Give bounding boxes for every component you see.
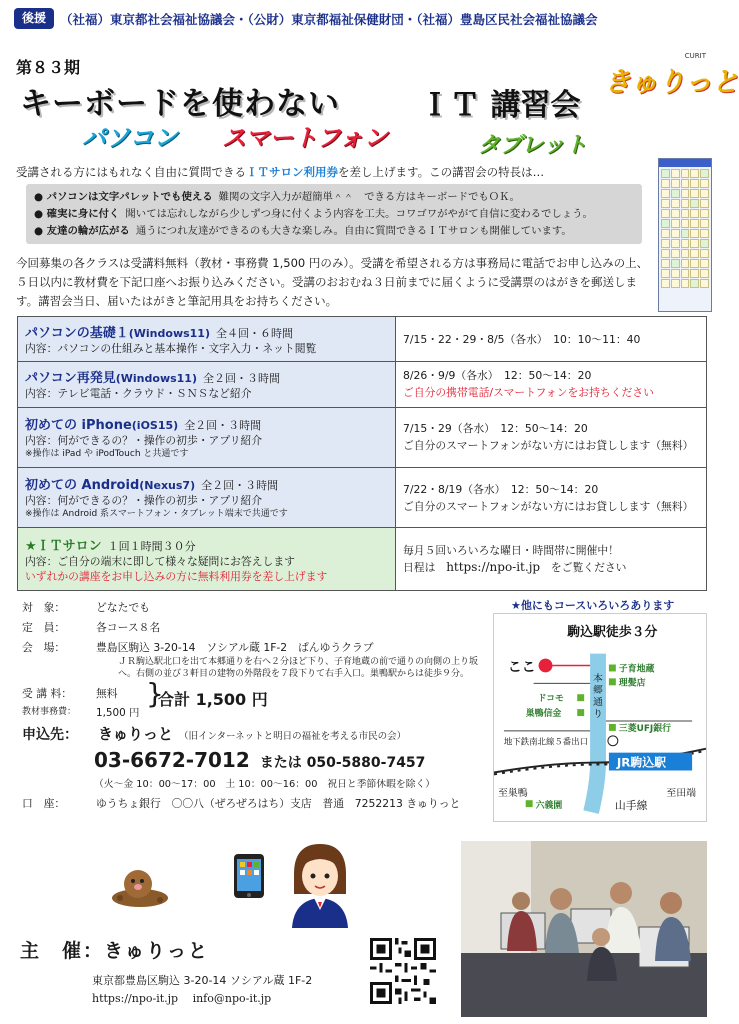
- course-note: ※操作は iPad や iPodTouch と共通です: [25, 448, 189, 459]
- feature-item: [34, 189, 634, 206]
- salon-schedule-cell: [396, 528, 707, 591]
- feature-body: 難関の文字入力が超簡単＾＾ できる方はキーボードでもＯＫ。: [218, 191, 520, 203]
- course-name-cell: [18, 317, 396, 362]
- jr-station-label: JR駒込駅: [616, 755, 667, 770]
- class-photo: [461, 841, 707, 1017]
- intro-after: を差し上げます。この講習会の特長は…: [338, 165, 545, 179]
- course-title: 初めての Android: [25, 478, 140, 494]
- landmark-jizo: 子育地蔵: [618, 664, 655, 675]
- fee-label: 受 講 料：: [22, 687, 73, 700]
- course-content: 内容：何ができるの？・操作の初歩・アプリ紹介: [25, 433, 263, 447]
- course-title: 初めての iPhone: [25, 417, 132, 433]
- feature-item: [34, 206, 634, 223]
- salon-note: いずれかの講座をお申し込みの方に無料利用券を差し上げます: [25, 569, 328, 583]
- account-value: ゆうちょ銀行 〇〇八（ぜろぜろはち）支店 普通 7252213 きゅりっと: [96, 797, 461, 810]
- course-schedule-note: ご自分の携帯電話/スマートフォンをお持ちください: [403, 386, 654, 400]
- features-box: [26, 184, 642, 244]
- course-os: (Nexus7): [139, 479, 196, 493]
- fee-brace: }: [146, 677, 164, 710]
- target-value: どなたでも: [96, 601, 150, 614]
- curit-logo: [604, 50, 739, 104]
- course-schedule: 8/26・9/9（各水） 12：50～14：20: [403, 369, 592, 383]
- description: 今回募集の各クラスは受講料無料（教材・事務費 1,500 円のみ）。受講を希望される方は事務局に電話でお申し込みの上、５日以内に教材費を下記口座へお振り込みください。受講のおおむね３日前までに届くように受講票のはがきを郵送します。講習会当日、届いたはがきと筆記用具をお持ちください。: [16, 256, 649, 308]
- landmark-credit: 巣鴨信金: [525, 709, 562, 720]
- hongo-road-char: 本: [593, 673, 603, 685]
- material-value: 1,500 円: [96, 707, 140, 719]
- access-map: [493, 613, 707, 822]
- course-schedule-cell: [396, 467, 707, 527]
- logo-text: きゅりっと: [604, 67, 739, 98]
- course-schedule: 7/22・8/19（各水） 12：50～14：20: [403, 482, 599, 496]
- course-table: [17, 316, 707, 591]
- course-schedule-cell: [396, 407, 707, 467]
- hongo-road-label: [593, 671, 603, 720]
- to-tabata: 至田端: [666, 788, 697, 800]
- course-os: (iOS15): [131, 418, 179, 432]
- material-label: 教材事務費：: [22, 707, 77, 717]
- phone-alt[interactable]: または 050-5880-7457: [259, 755, 426, 771]
- course-schedule-cell: [396, 362, 707, 407]
- landmark-icon: [609, 678, 616, 685]
- course-content: 内容：テレビ電話・クラウド・ＳＮＳなど紹介: [25, 387, 252, 401]
- venue-label: 会 場：: [22, 641, 66, 654]
- account-label: 口 座：: [22, 797, 66, 810]
- here-label: ここ: [507, 659, 536, 676]
- landmark-docomo: ドコモ: [537, 694, 564, 705]
- course-schedule-note: ご自分のスマートフォンがない方にはお貸しします（無料）: [403, 499, 694, 513]
- course-count: 全４回・６時間: [216, 327, 293, 341]
- hongo-road-char: り: [593, 709, 603, 721]
- apply-label: 申込先：: [22, 727, 78, 743]
- feature-head: ● 友達の輪が広がる: [34, 225, 130, 237]
- host-address: 東京都豊島区駒込 3-20-14 ソシアル蔵 1F-2: [92, 974, 313, 987]
- venue-note-1: ＪＲ駒込駅北口を出て本郷通りを右へ２分ほど下り、子育地蔵の前で通りの向側の上り坂: [118, 657, 479, 667]
- map-title: ★他にもコースいろいろあります: [511, 599, 675, 612]
- course-name-cell: [18, 407, 396, 467]
- hongo-road-char: 郷: [593, 685, 603, 697]
- course-name-cell: [18, 467, 396, 527]
- host-web-email[interactable]: https://npo-it.jp info@npo-it.jp: [92, 992, 272, 1005]
- landmark-barber: 理髪店: [618, 678, 646, 689]
- course-name-cell: [18, 362, 396, 407]
- venue-note-2: へ。右側の並び３軒目の建物の外階段を７段下りて右手入口。巣鴨駅からは徒歩９分。: [118, 669, 470, 679]
- course-title: パソコンの基礎１: [25, 326, 129, 342]
- intro-text: [16, 164, 544, 180]
- salon-schedule-after: をご覧ください: [550, 561, 627, 575]
- title-it-course: ＩＴ 講習会: [420, 88, 581, 123]
- landmark-icon: [609, 724, 616, 731]
- title-main: キーボードを使わない: [20, 86, 340, 122]
- landmark-icon: [609, 665, 616, 672]
- to-sugamo: 至巣鴨: [497, 788, 528, 800]
- character-palette-illustration: [658, 158, 712, 312]
- capacity-value: 各コース８名: [96, 621, 161, 634]
- course-count: 全２回・３時間: [184, 418, 262, 432]
- feature-body: 通うにつれ友達ができるのも大きな楽しみ。自由に質問できるＩＴサロンも開催しています。: [135, 225, 572, 237]
- course-os: (Windows11): [128, 327, 210, 341]
- course-row: [18, 407, 707, 467]
- course-title: パソコン再発見: [25, 371, 116, 387]
- capacity-label: 定 員：: [22, 621, 66, 634]
- course-content: 内容：パソコンの仕組みと基本操作・文字入力・ネット閲覧: [25, 342, 317, 356]
- salon-schedule-2: [403, 559, 699, 576]
- feature-item: [34, 223, 634, 240]
- mole-illustration: [110, 858, 170, 908]
- host-label: 主 催：きゅりっと: [20, 940, 210, 962]
- smartphone-illustration: [232, 852, 266, 900]
- salon-content: 内容：ご自分の端末に即して様々な疑問にお答えします: [25, 554, 295, 568]
- intro-highlight: ＩＴサロン利用券: [246, 165, 338, 179]
- palette-titlebar: [659, 159, 711, 167]
- apply-org-note: （旧インターネットと明日の福祉を考える市民の会）: [179, 731, 407, 742]
- landmark-icon: [577, 694, 584, 701]
- course-schedule: 7/15・22・29・8/5（各水） 10：10～11：40: [403, 332, 641, 346]
- subtitle-pc: パソコン: [82, 124, 178, 152]
- subtitle-smartphone: スマートフォン: [222, 124, 388, 152]
- subway-exit-label: 地下鉄南北線５番出口: [503, 736, 588, 747]
- term-number: 第８３期: [16, 58, 81, 77]
- course-row: [18, 362, 707, 407]
- landmark-rikugien: 六義園: [535, 801, 563, 812]
- course-os: (Windows11): [115, 372, 197, 386]
- intro-before: 受講される方にはもれなく自由に質問できる: [16, 165, 246, 179]
- course-count: 全２回・３時間: [203, 372, 280, 386]
- apply-org: きゅりっと: [98, 725, 174, 743]
- course-note: ※操作は Android 系スマートフォン・タブレット端末で共通です: [25, 509, 288, 520]
- support-badge: 後援: [14, 8, 54, 29]
- course-schedule-cell: [396, 317, 707, 362]
- palette-grid: [659, 167, 711, 290]
- salon-count: １回１時間３０分: [107, 539, 196, 553]
- course-row: [18, 317, 707, 362]
- course-count: 全２回・３時間: [201, 479, 279, 493]
- qr-code-icon[interactable]: [370, 938, 436, 1004]
- yamanote-label: 山手線: [614, 799, 648, 813]
- logo-sub: CURIT: [684, 52, 706, 60]
- here-marker-icon: [539, 659, 553, 673]
- feature-head: ● パソコンは文字パレットでも使える: [34, 191, 213, 203]
- office-hours: （火～金 10：00～17：00 土 10：00～16：00 祝日と季節休暇を除く）: [94, 779, 436, 790]
- salon-schedule: 毎月５回いろいろな曜日・時間帯に開催中！: [403, 544, 619, 558]
- salon-row: [18, 528, 707, 591]
- map-walk-text: 駒込駅徒歩３分: [567, 624, 658, 640]
- venue-value: 豊島区駒込 3-20-14 ソシアル蔵 1F-2 ぱんゆうクラブ: [96, 641, 374, 654]
- fee-total: 合計 1,500 円: [158, 690, 268, 709]
- salon-name-cell: [18, 528, 396, 591]
- landmark-icon: [577, 709, 584, 716]
- feature-body: 聞いては忘れしながら少しずつ身に付くよう内容を工夫。コワゴワがやがて自信に変わるでしょう。: [125, 208, 593, 220]
- phone-number[interactable]: 03-6672-7012: [94, 748, 250, 772]
- instructor-illustration: [280, 838, 360, 928]
- landmark-icon: [526, 800, 533, 807]
- support-organizations: （社福）東京都社会福祉協議会・（公財）東京都福祉保健財団・（社福）豊島区民社会福祉協議会: [60, 12, 598, 27]
- course-content: 内容：何ができるの？・操作の初歩・アプリ紹介: [25, 494, 263, 508]
- landmark-ufj: 三菱UFJ銀行: [618, 723, 672, 734]
- course-schedule: 7/15・29（各水） 12：50～14：20: [403, 422, 588, 436]
- fee-value: 無料: [96, 687, 118, 700]
- target-label: 対 象：: [22, 601, 66, 614]
- salon-title: ★ＩＴサロン: [25, 538, 102, 554]
- feature-head: ● 確実に身に付く: [34, 208, 120, 220]
- subtitle-tablet: タブレット: [478, 133, 587, 158]
- course-row: [18, 467, 707, 527]
- hongo-road-char: 通: [593, 697, 603, 709]
- salon-schedule-label: 日程は: [403, 561, 436, 575]
- course-schedule-note: ご自分のスマートフォンがない方にはお貸しします（無料）: [403, 439, 694, 453]
- salon-url-link[interactable]: https://npo-it.jp: [446, 560, 541, 575]
